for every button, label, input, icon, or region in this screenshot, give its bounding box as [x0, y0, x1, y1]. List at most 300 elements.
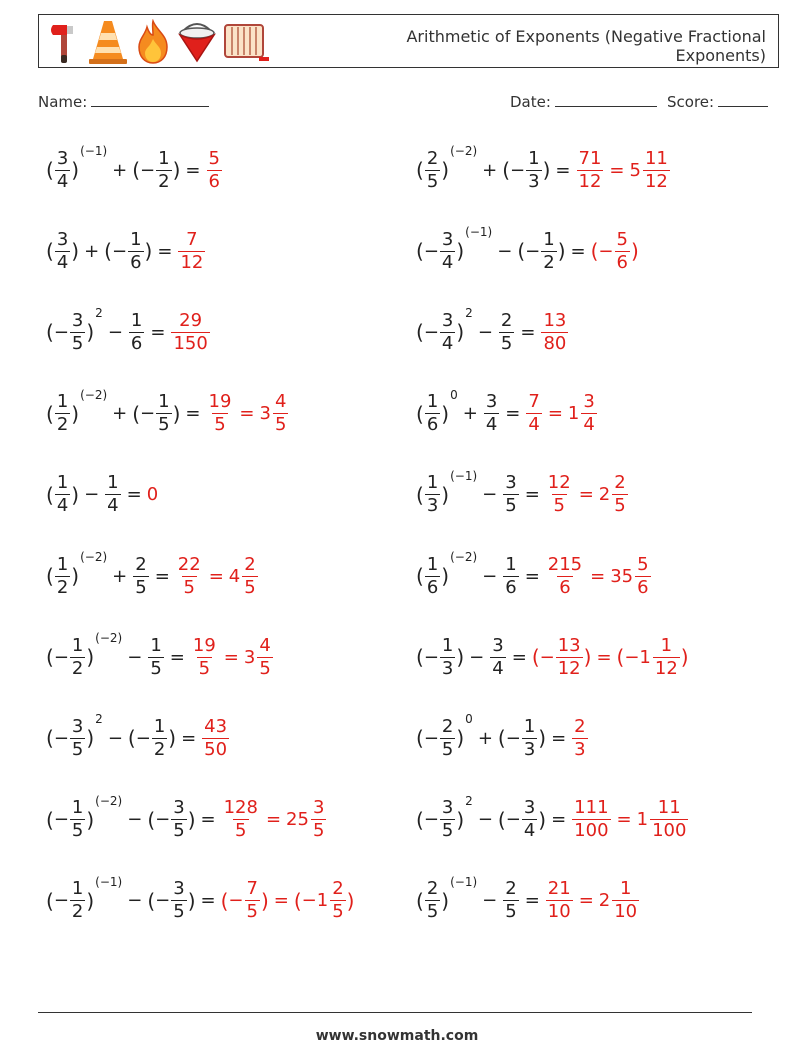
numerator: 3	[71, 715, 84, 737]
operator: +	[112, 565, 128, 587]
answer	[571, 799, 611, 840]
answer-fraction	[526, 393, 541, 434]
numerator: 3	[173, 878, 185, 900]
exponent: 0	[465, 712, 473, 727]
problem-6	[416, 302, 569, 362]
minus-sign: −	[505, 727, 521, 749]
open-paren: (	[46, 645, 54, 670]
exponent: (−1)	[465, 225, 493, 240]
answer-fraction	[176, 553, 203, 598]
minus-sign: −	[525, 240, 541, 262]
numerator: 128	[223, 797, 258, 819]
denominator: 5	[441, 820, 454, 842]
numerator: 1	[56, 391, 69, 413]
numerator: 11	[644, 147, 668, 169]
answer-fraction	[650, 799, 688, 840]
open-paren: (	[46, 726, 54, 751]
fraction	[440, 634, 455, 679]
numerator: 1	[71, 878, 84, 900]
footer-divider	[38, 1012, 752, 1013]
minus-sign: −	[111, 240, 128, 262]
exponent: (−1)	[450, 874, 478, 889]
close-paren: )	[441, 401, 450, 426]
fraction	[55, 147, 70, 192]
operator: −	[107, 321, 123, 343]
exponent: (−1)	[95, 874, 123, 889]
numerator: 7	[186, 228, 198, 250]
denominator: 4	[56, 495, 69, 517]
equals-sign: =	[578, 890, 594, 912]
whole-number: 2	[598, 484, 611, 506]
operator: =	[150, 321, 166, 343]
operator: =	[200, 809, 216, 831]
numerator: 3	[441, 309, 454, 331]
operator: =	[551, 727, 567, 749]
numerator: 1	[153, 715, 166, 737]
denominator: 50	[204, 738, 228, 760]
denominator: 6	[208, 170, 220, 192]
numerator: 2	[441, 715, 454, 737]
open-paren: (	[127, 726, 136, 751]
answer-mixed	[599, 474, 629, 515]
minus-sign: −	[423, 727, 439, 749]
fraction	[70, 309, 85, 354]
denominator: 5	[426, 170, 439, 192]
fraction	[440, 799, 455, 840]
open-paren: (	[416, 239, 424, 264]
close-paren: )	[456, 645, 465, 670]
fire-bucket-icon	[177, 19, 217, 65]
exponent: 2	[465, 306, 473, 321]
denominator: 5	[553, 495, 565, 517]
fraction	[425, 880, 440, 921]
whole-number: 5	[629, 159, 641, 181]
problem-3	[46, 221, 206, 281]
answer	[545, 553, 585, 598]
operator: =	[169, 646, 185, 668]
whole-number: −1	[301, 890, 329, 912]
numerator: 13	[557, 634, 581, 656]
numerator: 2	[135, 553, 147, 575]
answer-fraction	[653, 634, 680, 679]
close-paren: )	[71, 158, 80, 182]
numerator: 22	[177, 553, 201, 575]
close-paren: )	[441, 482, 450, 507]
name-label: Name:	[38, 93, 88, 111]
numerator: 3	[173, 797, 185, 819]
fraction	[522, 799, 537, 840]
fraction	[105, 474, 120, 515]
answer-fraction	[546, 553, 584, 598]
denominator: 5	[71, 738, 84, 760]
denominator: 5	[312, 820, 325, 842]
denominator: 6	[130, 251, 142, 273]
exponent: (−2)	[95, 631, 123, 646]
numerator: 1	[158, 391, 170, 413]
denominator: 4	[485, 414, 498, 436]
equals-sign: =	[547, 403, 563, 425]
numerator: 13	[543, 309, 567, 331]
answer-mixed	[610, 553, 651, 598]
whole-number: 4	[228, 565, 241, 587]
denominator: 4	[441, 332, 454, 354]
problem-1	[46, 140, 223, 200]
answer-fraction	[612, 880, 639, 921]
minus-sign: −	[423, 240, 439, 262]
close-paren: )	[260, 888, 269, 913]
close-paren: )	[346, 888, 355, 913]
fire-axe-icon	[47, 19, 81, 65]
answer-fraction	[207, 147, 222, 192]
answer	[571, 715, 588, 760]
numerator: 1	[543, 228, 555, 250]
open-paren: (	[46, 158, 54, 182]
answer	[175, 553, 204, 598]
numerator: 1	[426, 553, 439, 575]
answer-fraction	[577, 147, 604, 192]
denominator: 5	[235, 820, 247, 842]
close-paren: )	[71, 401, 80, 426]
problem-7	[46, 384, 289, 444]
denominator: 3	[426, 495, 439, 517]
answer-whole: 0	[146, 484, 159, 506]
open-paren: (	[416, 888, 424, 913]
operator: +	[482, 159, 498, 181]
problem-20	[416, 871, 640, 931]
numerator: 7	[528, 391, 540, 413]
whole-number: 35	[610, 565, 634, 587]
answer-fraction	[615, 228, 630, 273]
date-field	[510, 93, 657, 111]
close-paren: )	[542, 158, 551, 182]
answer-fraction	[612, 474, 627, 515]
exponent: (−1)	[80, 144, 108, 158]
numerator: 1	[71, 634, 84, 656]
close-paren: )	[456, 320, 465, 345]
operator: −	[477, 321, 493, 343]
minus-sign: −	[155, 890, 171, 912]
numerator: 21	[547, 878, 571, 900]
denominator: 4	[528, 414, 540, 436]
open-paren: (	[517, 239, 526, 264]
operator: =	[154, 565, 170, 587]
denominator: 12	[180, 251, 204, 273]
score-field	[667, 93, 768, 111]
whole-number: 25	[286, 809, 309, 831]
numerator: 29	[179, 309, 203, 331]
close-paren: )	[456, 726, 465, 751]
fraction	[171, 880, 186, 921]
close-paren: )	[441, 888, 450, 913]
score-label: Score:	[667, 93, 715, 111]
answer	[525, 393, 542, 434]
fraction	[490, 634, 505, 679]
problem-9	[46, 465, 158, 525]
name-blank[interactable]	[91, 93, 209, 107]
answer	[201, 715, 230, 760]
denominator: 5	[614, 495, 626, 517]
fraction	[129, 309, 144, 354]
close-paren: )	[86, 807, 95, 832]
operator: −	[482, 565, 498, 587]
denominator: 4	[523, 820, 536, 842]
denominator: 6	[426, 576, 439, 598]
fraction	[133, 553, 148, 598]
open-paren: (	[616, 645, 625, 670]
operator: =	[551, 809, 567, 831]
fraction	[526, 147, 541, 192]
open-paren: (	[531, 645, 540, 670]
equals-sign: =	[596, 646, 612, 668]
exponent: 2	[465, 793, 473, 808]
worksheet-title: Arithmetic of Exponents (Negative Fractional Exponents)	[406, 27, 766, 65]
open-paren: (	[46, 320, 54, 345]
operator: =	[181, 727, 197, 749]
minus-sign: −	[155, 809, 171, 831]
open-paren: (	[416, 645, 424, 670]
fraction	[156, 393, 171, 434]
denominator: 3	[523, 738, 536, 760]
minus-sign: −	[423, 646, 439, 668]
minus-sign: −	[505, 809, 521, 831]
operator: =	[126, 484, 142, 506]
whole-number: 1	[636, 809, 649, 831]
answer-fraction	[257, 634, 272, 679]
exponent: 0	[450, 387, 458, 402]
denominator: 12	[578, 170, 602, 192]
denominator: 6	[130, 332, 143, 354]
denominator: 5	[71, 332, 84, 354]
close-paren: )	[630, 239, 639, 264]
fraction	[70, 880, 85, 921]
denominator: 5	[71, 820, 84, 842]
open-paren: (	[132, 158, 141, 182]
numerator: 3	[485, 391, 498, 413]
answer-fraction	[541, 309, 568, 354]
equals-sign: =	[223, 646, 239, 668]
answer-mixed	[599, 880, 640, 921]
open-paren: (	[293, 888, 302, 913]
numerator: 1	[130, 228, 142, 250]
numerator: 1	[107, 472, 119, 494]
answer-fraction	[245, 880, 260, 921]
numerator: 5	[208, 147, 220, 169]
denominator: 80	[543, 332, 567, 354]
numerator: 3	[583, 391, 595, 413]
numerator: 3	[441, 797, 454, 819]
minus-sign: −	[135, 727, 151, 749]
answer-fraction	[222, 799, 260, 840]
numerator: 3	[56, 147, 69, 169]
minus-sign: −	[53, 727, 69, 749]
operator: =	[524, 890, 540, 912]
equals-sign: =	[208, 565, 224, 587]
minus-sign: −	[423, 809, 439, 831]
denominator: 2	[158, 170, 170, 192]
answer-mixed	[286, 799, 327, 840]
fraction	[55, 553, 70, 598]
denominator: 3	[574, 738, 586, 760]
answer-mixed	[629, 147, 671, 192]
close-paren: )	[538, 726, 547, 751]
fraction	[503, 553, 518, 598]
fraction	[425, 553, 440, 598]
denominator: 5	[214, 414, 226, 436]
numerator: 1	[426, 472, 439, 494]
denominator: 4	[56, 170, 69, 192]
date-blank[interactable]	[555, 93, 657, 107]
numerator: 1	[441, 634, 454, 656]
fraction	[55, 474, 70, 515]
numerator: 2	[574, 715, 586, 737]
denominator: 12	[654, 657, 678, 679]
exponent: (−2)	[450, 144, 478, 158]
numerator: 1	[528, 147, 540, 169]
close-paren: )	[172, 401, 181, 426]
exponent: 2	[95, 712, 103, 727]
fraction	[425, 474, 440, 515]
numerator: 3	[492, 634, 504, 656]
numerator: 1	[619, 878, 632, 900]
denominator: 4	[56, 251, 69, 273]
denominator: 4	[107, 495, 119, 517]
equals-sign: =	[578, 484, 594, 506]
minus-sign: −	[140, 159, 156, 181]
denominator: 2	[153, 738, 166, 760]
open-paren: (	[416, 807, 424, 832]
numerator: 215	[547, 553, 583, 575]
numerator: 4	[259, 634, 271, 656]
fraction	[55, 393, 70, 434]
fraction	[484, 393, 499, 434]
denominator: 2	[543, 251, 555, 273]
whole-number: 3	[259, 403, 271, 425]
denominator: 5	[246, 901, 258, 923]
operator: −	[497, 240, 513, 262]
denominator: 12	[644, 170, 668, 192]
operator: −	[127, 646, 143, 668]
operator: +	[462, 403, 478, 425]
operator: +	[84, 240, 100, 262]
problem-12	[416, 546, 652, 606]
header-icons	[47, 19, 271, 65]
denominator: 5	[500, 332, 513, 354]
open-paren: (	[416, 320, 424, 345]
numerator: 3	[523, 797, 536, 819]
denominator: 12	[557, 657, 581, 679]
answer-parenthesized	[590, 228, 639, 273]
operator: =	[185, 403, 201, 425]
open-paren: (	[147, 888, 156, 913]
operator: −	[107, 727, 123, 749]
minus-sign: −	[423, 321, 439, 343]
answer	[545, 474, 574, 515]
answer-fraction	[330, 880, 345, 921]
numerator: 43	[204, 715, 228, 737]
denominator: 5	[158, 414, 170, 436]
denominator: 100	[574, 820, 609, 842]
fraction	[171, 799, 186, 840]
fraction	[70, 715, 85, 760]
answer	[177, 228, 206, 273]
numerator: 3	[56, 228, 69, 250]
minus-sign: −	[510, 159, 526, 181]
close-paren: )	[71, 239, 80, 264]
numerator: 11	[657, 797, 681, 819]
numerator: 111	[574, 797, 609, 819]
problem-14	[416, 627, 689, 687]
open-paren: (	[46, 888, 54, 913]
open-paren: (	[502, 158, 511, 182]
answer	[545, 880, 574, 921]
open-paren: (	[416, 401, 424, 426]
answer	[170, 309, 210, 354]
operator: =	[570, 240, 586, 262]
numerator: 5	[616, 228, 628, 250]
footer-site: www.snowmath.com	[315, 1028, 479, 1044]
denominator: 5	[259, 657, 271, 679]
close-paren: )	[557, 239, 566, 264]
operator: +	[112, 159, 128, 181]
exponent: (−1)	[450, 468, 478, 483]
operator: −	[84, 484, 100, 506]
close-paren: )	[538, 807, 547, 832]
operator: =	[200, 890, 216, 912]
denominator: 2	[56, 576, 69, 598]
problem-18	[416, 790, 689, 850]
answer	[540, 309, 569, 354]
answer-fraction	[643, 147, 670, 192]
operator: −	[469, 646, 485, 668]
fraction	[128, 228, 143, 273]
fraction	[541, 228, 556, 273]
numerator: 1	[130, 309, 143, 331]
answer	[576, 147, 605, 192]
denominator: 6	[616, 251, 628, 273]
minus-sign: −	[228, 890, 244, 912]
numerator: 4	[274, 391, 287, 413]
exponent: (−2)	[95, 793, 123, 808]
denominator: 5	[274, 414, 287, 436]
operator: +	[112, 403, 128, 425]
open-paren: (	[46, 807, 54, 832]
problem-8	[416, 384, 598, 444]
numerator: 2	[426, 878, 439, 900]
numerator: 1	[56, 472, 69, 494]
close-paren: )	[456, 239, 465, 264]
answer-mixed	[243, 634, 274, 679]
operator: =	[157, 240, 173, 262]
denominator: 5	[441, 738, 454, 760]
exponent: (−2)	[450, 550, 478, 564]
open-paren: (	[220, 888, 229, 913]
open-paren: (	[46, 482, 54, 507]
answer-mixed	[637, 799, 690, 840]
score-blank[interactable]	[718, 93, 768, 107]
worksheet-header	[38, 14, 779, 68]
problem-11	[46, 546, 259, 606]
numerator: 2	[244, 553, 256, 575]
close-paren: )	[441, 158, 450, 182]
denominator: 2	[56, 414, 69, 436]
traffic-cone-icon	[87, 19, 129, 65]
denominator: 5	[505, 495, 517, 517]
numerator: 2	[426, 147, 439, 169]
close-paren: )	[71, 564, 80, 588]
denominator: 5	[505, 901, 517, 923]
open-paren: (	[46, 239, 54, 264]
operator: −	[477, 809, 493, 831]
